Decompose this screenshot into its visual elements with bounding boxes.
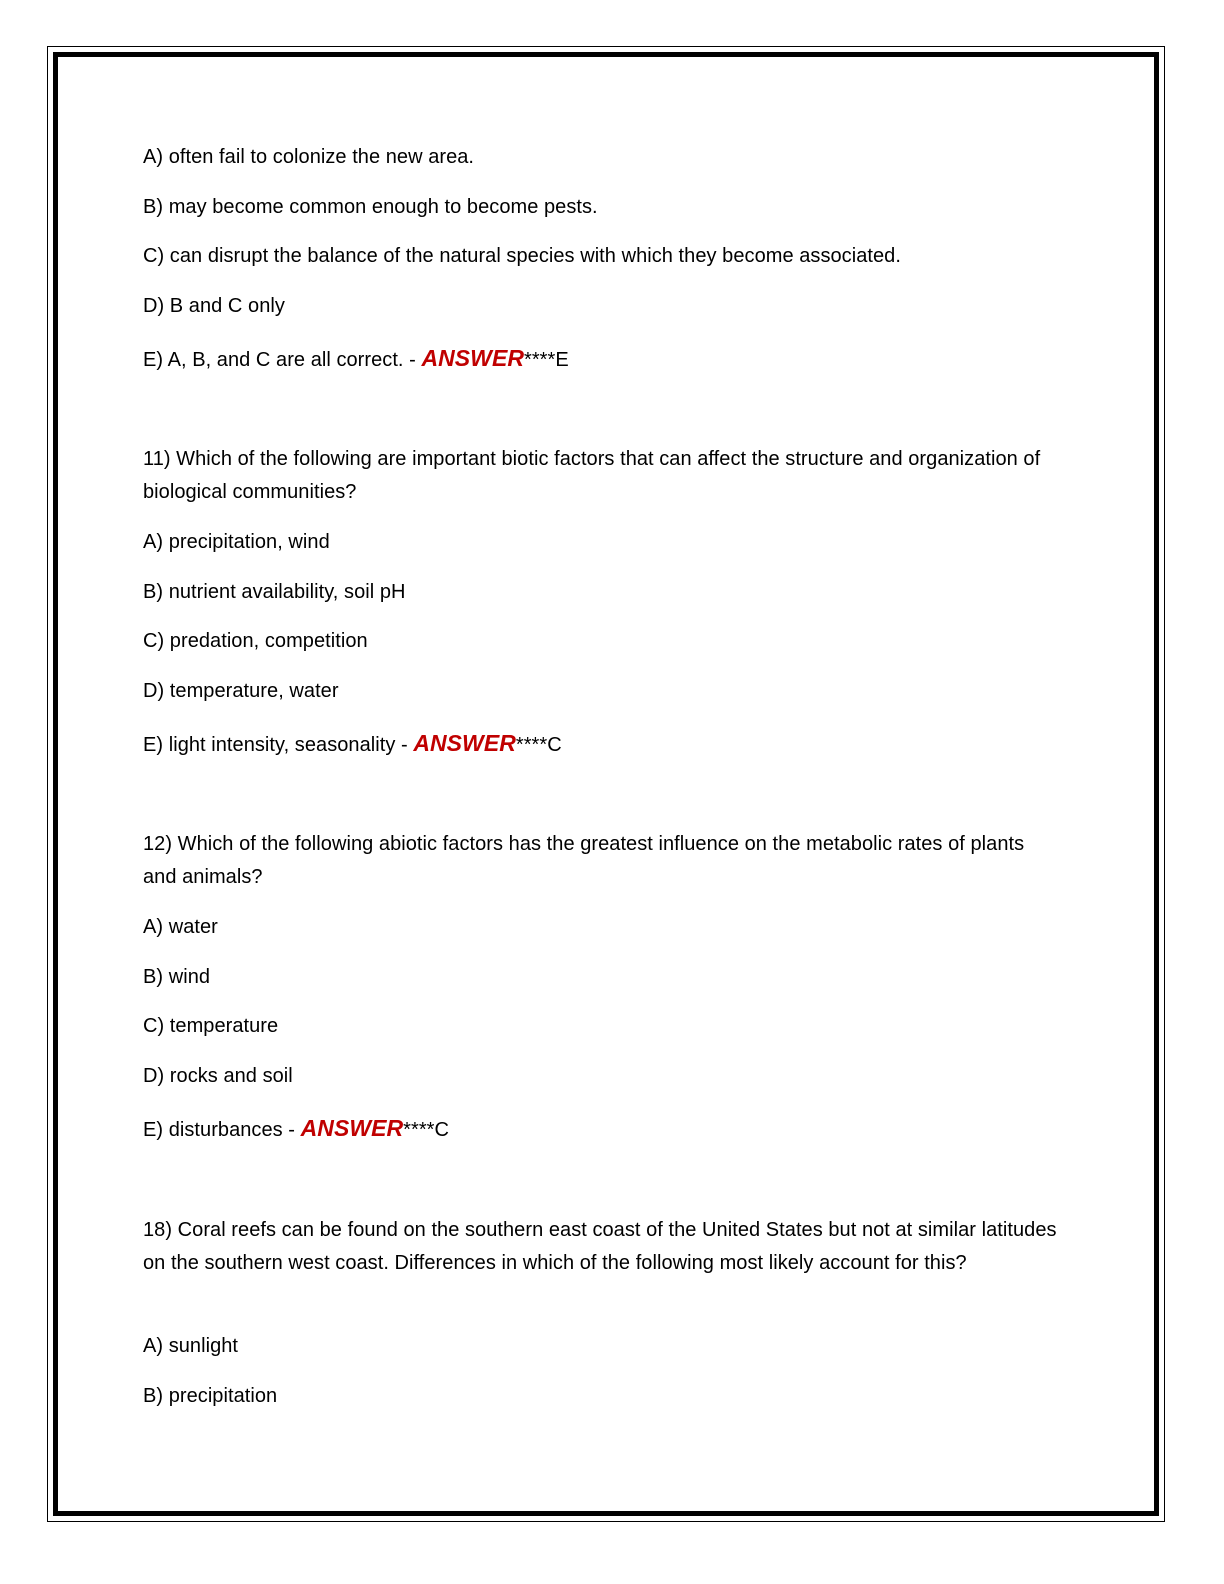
answer-value: ****E (524, 349, 569, 371)
answer-label: ANSWER (413, 730, 516, 756)
option-text: E) A, B, and C are all correct. - (143, 349, 422, 371)
option-with-answer (143, 1112, 449, 1147)
option-text: A) water (143, 916, 218, 938)
question-text: 18) Coral reefs can be found on the southern east coast of the United States but not at similar latitudes on the southern west coast. Differences in which of the following most likely account for this? (143, 1219, 1057, 1274)
option-text: C) temperature (143, 1015, 279, 1037)
answer-value: ****C (403, 1119, 449, 1141)
answer-label: ANSWER (300, 1115, 404, 1141)
option-text: E) light intensity, seasonality - (143, 734, 414, 756)
option-text: B) may become common enough to become pests. (143, 196, 598, 218)
option-with-answer (143, 342, 569, 377)
answer-label: ANSWER (421, 345, 524, 371)
option-text: D) B and C only (143, 295, 285, 317)
option-text: D) rocks and soil (143, 1065, 293, 1087)
option-text: B) nutrient availability, soil pH (143, 581, 406, 603)
option-text: A) often fail to colonize the new area. (143, 146, 475, 168)
option-text: A) sunlight (143, 1335, 239, 1357)
option-text: B) wind (143, 966, 211, 988)
option-text: B) precipitation (143, 1385, 278, 1407)
option-text: D) temperature, water (143, 680, 339, 702)
option-text: C) predation, competition (143, 630, 368, 652)
option-text: C) can disrupt the balance of the natural species with which they become associated. (143, 245, 901, 267)
option-with-answer (143, 727, 562, 762)
option-text: A) precipitation, wind (143, 531, 330, 553)
question-text: 11) Which of the following are important biotic factors that can affect the structure and organization of biological communities? (143, 448, 1041, 503)
answer-value: ****C (515, 734, 562, 756)
option-text: E) disturbances - (143, 1119, 301, 1141)
question-text: 12) Which of the following abiotic factors has the greatest influence on the metabolic rates of plants and animals? (143, 833, 1025, 888)
